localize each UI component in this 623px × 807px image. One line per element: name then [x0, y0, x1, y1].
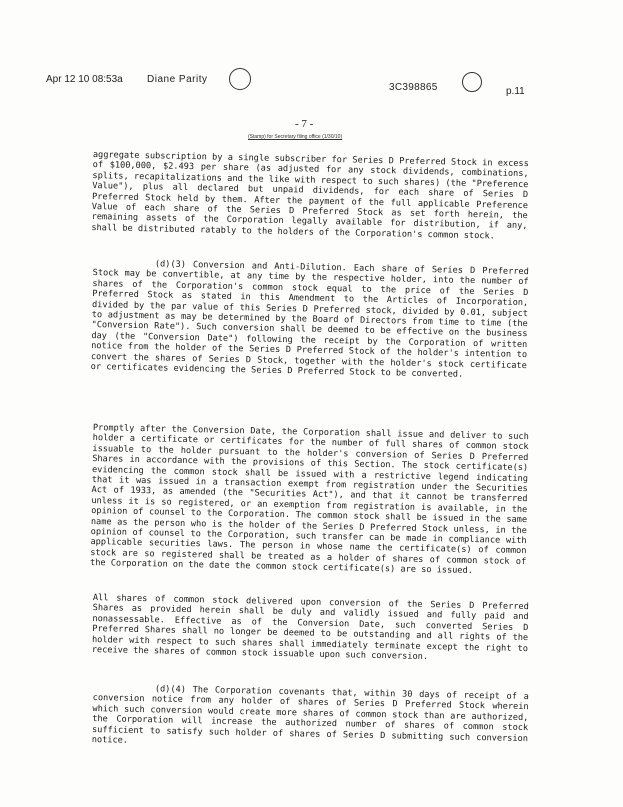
filing-stamp: (Stamp) for Secretary filing office (1/30/10) — [248, 134, 343, 140]
paragraph-covenants: (d)(4) The Corporation covenants that, within 30 days of receipt of a conversion notice from any holder of shares of Series D Preferred Stock wherein which such conversion would create more shares of common stock than are authorized, the Corporation will increase the authorized number of shares of common stock sufficient to satisfy such holder of shares of Series D submitting such conversion notice. — [91, 684, 529, 746]
fax-date-time: Apr 12 10 08:53a — [46, 74, 123, 85]
paragraph-issuance-after-conversion: Promptly after the Conversion Date, the Corporation shall issue and deliver to such holder a certificate or certificates for the number of full shares of common stock issuable to the holder pursuant to the holder's conversion of Series D Preferred Shares in accordance with the provisions of this Section. The stock certificate(s) evidencing the common stock shall be issued with a restrictive legend indicating that it was issued in a transaction exempt from registration under the Securities Act of 1933, as amended (the "Securities Act"), and that it cannot be transferred unless it is so registered, or an exemption from registration is available, in the opinion of counsel to the Corporation. The common stock shall be issued in the same name as the person who is the holder of the Series D Preferred Stock unless, in the opinion of counsel to the Corporation, such transfer can be made in compliance with applicable securities laws. The person in whose name the certificate(s) of common stock are so registered shall be treated as a holder of shares of common stock of the Corporation on the date the common stock certificate(s) are so issued. — [89, 423, 529, 577]
paragraph-preference-value: aggregate subscription by a single subscriber for Series D Preferred Stock in excess of $100,000, $2.493 per share (as adjusted for any stock dividends, combinations, splits, recapitalizations and the like with respect to such shares) (the "Preference Value"), plus all declared but unpaid dividends, for each share of Series D Preferred Stock held by them. After the payment of the full applicable Preference Value of each share of the Series D Preferred Stock as set forth herein, the remaining assets of the Corporation legally available for distribution, if any, shall be distributed ratably to the holders of the Corporation's common stock. — [91, 150, 529, 242]
page-number: - 7 - — [295, 118, 314, 130]
fax-header — [0, 68, 623, 98]
circle-mark-icon — [229, 68, 251, 90]
paragraph-conversion-anti-dilution: (d)(3) Conversion and Anti-Dilution. Each share of Series D Preferred Stock may be convertible, at any time by the respective holder, into the number of shares of the Corporation's common stock equal to the price of the Series D Preferred Stock as stated in this Amendment to the Articles of Incorporation, divided by the par value of this Series D Preferred stock, divided by 0.01, subject to adjustment as may be determined by the Board of Directors from time to time (the "Conversion Rate"). Such conversion shall be deemed to be effective on the business day (the "Conversion Date") following the receipt by the Corporation of written notice from the holder of the Series D Preferred Stock of the holder's intention to convert the shares of Series D Stock, together with the holder's stock certificate or certificates evidencing the Series D Preferred Stock to be converted. — [90, 259, 529, 380]
circle-mark-icon — [462, 72, 482, 92]
fax-number: 3C398865 — [389, 82, 438, 93]
paragraph-shares-delivered: All shares of common stock delivered upon conversion of the Series D Preferred Shares as provided herein shall be duly and validly issued and fully paid and nonassessable. Effective as of the Conversion Date, such converted Series D Preferred Shares shall no longer be deemed to be outstanding and all rights of the holder with respect to such shares shall immediately terminate except the right to receive the shares of common stock issuable upon such conversion. — [91, 593, 529, 663]
fax-sender: Diane Parity — [147, 74, 208, 85]
fax-page-number: p.11 — [506, 86, 525, 97]
